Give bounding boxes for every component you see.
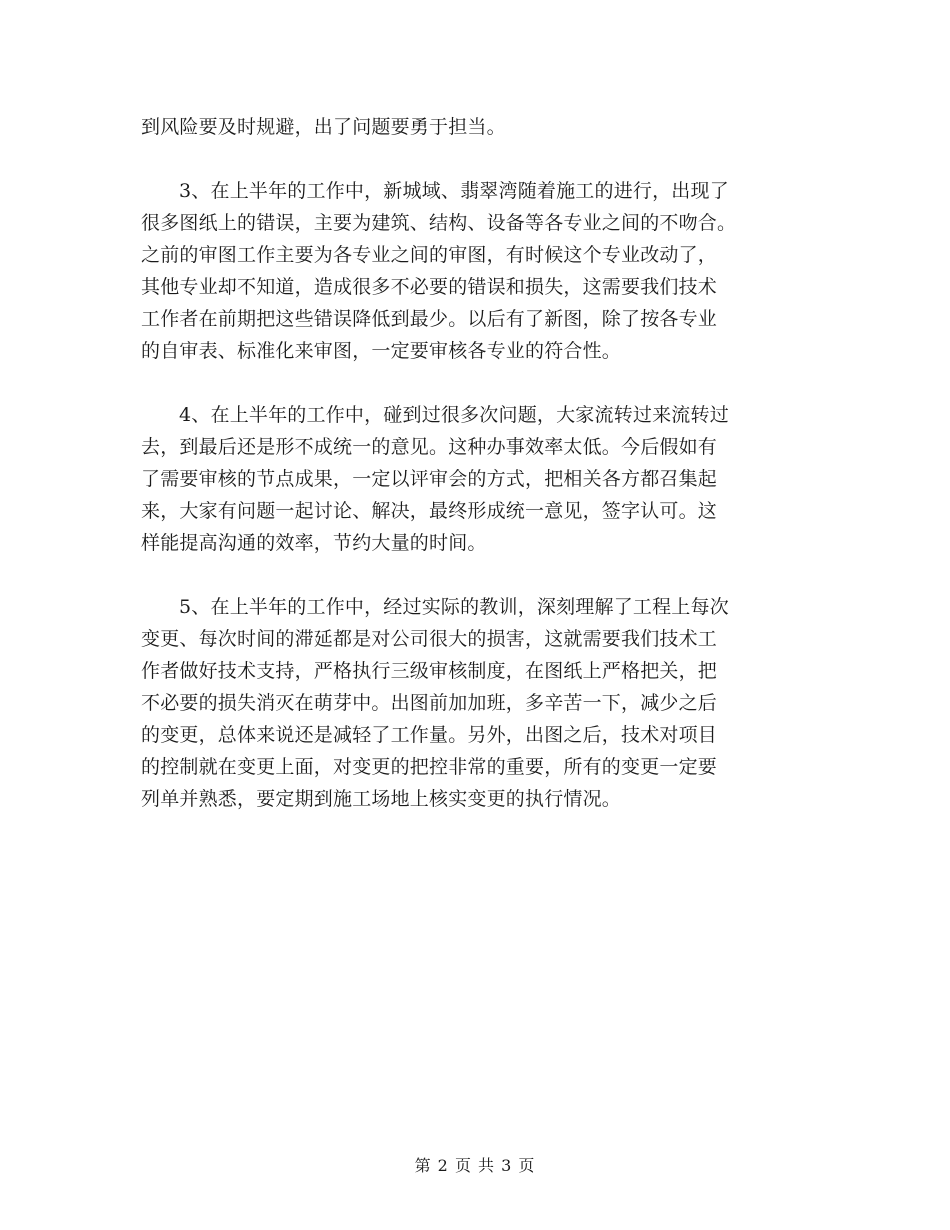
paragraph-item-4: [141, 399, 801, 559]
paragraph-gap: [141, 367, 801, 399]
paragraph-item-3: [141, 175, 801, 367]
text-line: 列单并熟悉，要定期到施工场地上核实变更的执行情况。: [141, 788, 622, 810]
text-line: 不必要的损失消灭在萌芽中。出图前加加班，多辛苦一下，减少之后: [141, 692, 718, 714]
document-body: [141, 111, 801, 815]
text-line: 去，到最后还是形不成统一的意见。这种办事效率太低。今后假如有: [141, 436, 718, 458]
text-line: 3、在上半年的工作中，新城域、翡翠湾随着施工的进行，出现了: [179, 180, 729, 202]
text-line: 来，大家有问题一起讨论、解决，最终形成统一意见，签字认可。这: [141, 500, 718, 522]
text-line: 5、在上半年的工作中，经过实际的教训，深刻理解了工程上每次: [179, 596, 729, 618]
paragraph-gap: [141, 143, 801, 175]
text-line: 其他专业却不知道，造成很多不必要的错误和损失，这需要我们技术: [141, 276, 718, 298]
paragraph-item-5: [141, 591, 801, 815]
page-number-footer: 第 2 页 共 3 页: [414, 1156, 536, 1175]
text-line: 的控制就在变更上面，对变更的把控非常的重要，所有的变更一定要: [141, 756, 718, 778]
text-line: 变更、每次时间的滞延都是对公司很大的损害，这就需要我们技术工: [141, 628, 718, 650]
text-line: 工作者在前期把这些错误降低到最少。以后有了新图，除了按各专业: [141, 308, 718, 330]
paragraph-continued: [141, 111, 801, 143]
text-line: 4、在上半年的工作中，碰到过很多次问题，大家流转过来流转过: [179, 404, 729, 426]
text-line: 的变更，总体来说还是减轻了工作量。另外，出图之后，技术对项目: [141, 724, 718, 746]
text-line: 了需要审核的节点成果，一定以评审会的方式，把相关各方都召集起: [141, 468, 718, 490]
text-line: 的自审表、标准化来审图，一定要审核各专业的符合性。: [141, 340, 622, 362]
text-line: 之前的审图工作主要为各专业之间的审图，有时候这个专业改动了，: [141, 244, 718, 266]
text-line: 很多图纸上的错误，主要为建筑、结构、设备等各专业之间的不吻合。: [141, 212, 737, 234]
text-line: 作者做好技术支持，严格执行三级审核制度，在图纸上严格把关，把: [141, 660, 718, 682]
paragraph-gap: [141, 559, 801, 591]
text-line: 到风险要及时规避，出了问题要勇于担当。: [141, 116, 506, 138]
text-line: 样能提高沟通的效率，节约大量的时间。: [141, 532, 487, 554]
